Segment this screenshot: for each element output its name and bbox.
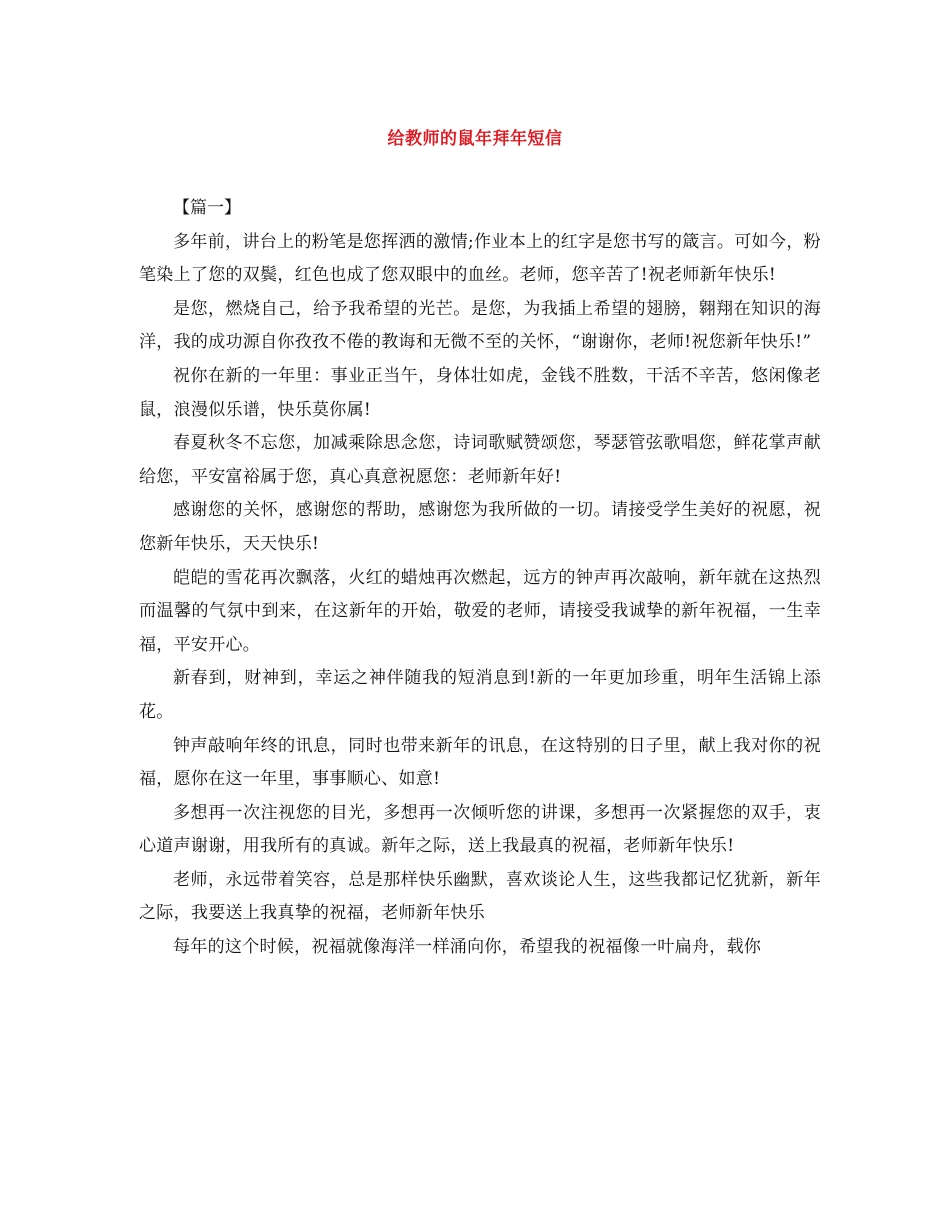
paragraph-8: 钟声敲响年终的讯息，同时也带来新年的讯息，在这特别的日子里，献上我对你的祝福，愿你在这一年里，事事顺心、如意! xyxy=(139,735,821,790)
paragraph-1: 多年前，讲台上的粉笔是您挥洒的激情;作业本上的红字是您书写的箴言。可如今，粉笔染上了您的双鬓，红色也成了您双眼中的血丝。老师，您辛苦了!祝老师新年快乐! xyxy=(139,231,821,286)
paragraph-5: 感谢您的关怀，感谢您的帮助，感谢您为我所做的一切。请接受学生美好的祝愿，祝您新年快乐，天天快乐! xyxy=(139,500,821,554)
paragraph-6: 皑皑的雪花再次飘落，火红的蜡烛再次燃起，远方的钟声再次敲响，新年就在这热烈而温馨的气氛中到来，在这新年的开始，敬爱的老师，请接受我诚挚的新年祝福，一生幸福，平安开心。 xyxy=(139,567,821,655)
paragraph-4: 春夏秋冬不忘您，加减乘除思念您，诗词歌赋赞颂您，琴瑟管弦歌唱您，鲜花掌声献给您，平安富裕属于您，真心真意祝愿您：老师新年好! xyxy=(139,433,821,487)
paragraph-2: 是您，燃烧自己，给予我希望的光芒。是您，为我插上希望的翅膀，翱翔在知识的海洋，我的成功源自你孜孜不倦的教诲和无微不至的关怀，“谢谢你，老师!祝您新年快乐!” xyxy=(139,298,821,353)
paragraph-7: 新春到，财神到，幸运之神伴随我的短消息到!新的一年更加珍重，明年生活锦上添花。 xyxy=(139,668,821,722)
section-label: 【篇一】 xyxy=(173,198,241,218)
paragraph-9: 多想再一次注视您的目光，多想再一次倾听您的讲课，多想再一次紧握您的双手，衷心道声谢谢，用我所有的真诚。新年之际，送上我最真的祝福，老师新年快乐! xyxy=(139,802,821,857)
document-title: 给教师的鼠年拜年短信 xyxy=(387,129,563,149)
paragraph-11: 每年的这个时候，祝福就像海洋一样涌向你，希望我的祝福像一叶扁舟，载你 xyxy=(173,937,762,958)
document-body xyxy=(139,192,821,965)
paragraph-3: 祝你在新的一年里：事业正当午，身体壮如虎，金钱不胜数，干活不辛苦，悠闲像老鼠，浪漫似乐谱，快乐莫你属! xyxy=(139,365,821,420)
paragraph-10: 老师，永远带着笑容，总是那样快乐幽默，喜欢谈论人生，这些我都记忆犹新，新年之际，我要送上我真挚的祝福，老师新年快乐 xyxy=(139,869,821,924)
